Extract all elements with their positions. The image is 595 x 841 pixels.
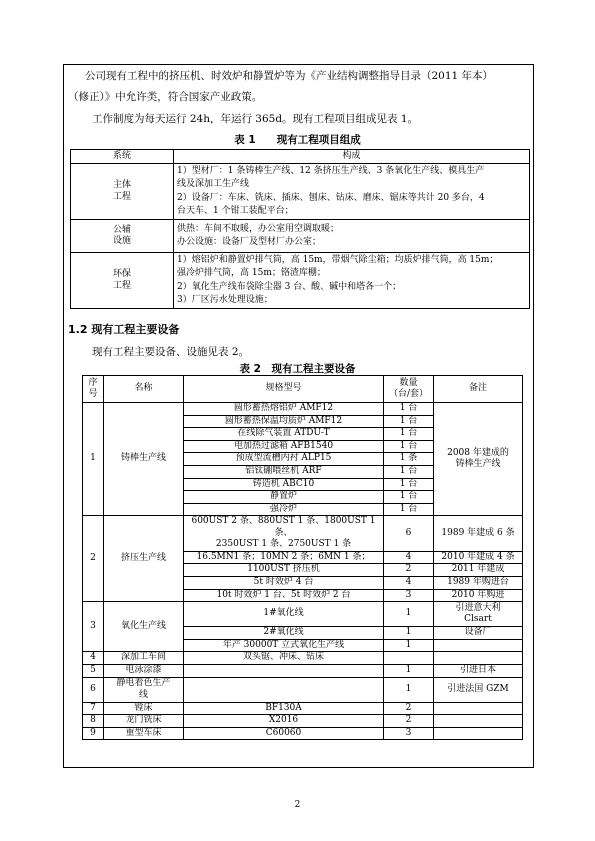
- table2-qty-cell: 3: [384, 589, 434, 602]
- table2-qty-cell: 1: [384, 665, 434, 678]
- table2-note-cell: 2011 年建成: [434, 564, 523, 577]
- table2-no-cell: 1: [83, 403, 104, 516]
- table2-note-cell: [434, 727, 523, 740]
- table2-qty-cell: 1: [384, 627, 434, 640]
- table2-model-cell: [184, 665, 384, 678]
- table-2-main-equipment: [82, 375, 523, 740]
- table2-no-cell: 4: [83, 652, 104, 665]
- table2-row: [83, 516, 523, 552]
- table2-model-cell: X2016: [184, 715, 384, 728]
- table2-qty-cell: 3: [384, 727, 434, 740]
- table1-system-cell: 环保 工程: [71, 253, 174, 309]
- table2-qty-cell: 1 台: [384, 428, 434, 441]
- table2-header-model: 规格型号: [184, 376, 384, 403]
- table2-name-cell: 挤压生产线: [104, 516, 184, 602]
- table1-header-system: 系统: [71, 150, 174, 164]
- table1-header-row: [71, 150, 530, 164]
- table2-name-cell: 深加工车间: [104, 652, 184, 665]
- table2-model-cell: 电加热过滤箱 AFB1540: [184, 440, 384, 453]
- table2-row: [83, 715, 523, 728]
- table2-model-cell: 预成型流槽内衬 ALP15: [184, 453, 384, 466]
- table2-model-cell: BF130A: [184, 702, 384, 715]
- table-1-project-composition: [70, 149, 530, 309]
- table2-header-name: 名称: [104, 376, 184, 403]
- table2-model-cell: 2#氧化线: [184, 627, 384, 640]
- table1-composition-cell: 1）熔铝炉和静置炉排气筒，高 15m，带烟气除尘箱；均质炉排气筒，高 15m； 强冷炉排气筒，高 15m；铬渣库棚； 2）氧化生产线布袋除尘器 3 台、酸、碱中和塔各一个； 3）厂区污水处理设施；: [174, 253, 530, 309]
- table1-header-composition: 构成: [174, 150, 530, 164]
- intro-paragraph-1-line-1: 公司现有工程中的挤压机、时效炉和静置炉等为《产业结构调整指导目录（2011 年本）: [85, 70, 494, 82]
- table2-row: [83, 652, 523, 665]
- table2-name-cell: 铸棒生产线: [104, 403, 184, 516]
- table2-row: [83, 403, 523, 416]
- table2-header-row: [83, 376, 523, 403]
- table2-model-cell: 强冷炉: [184, 503, 384, 516]
- table2-note-cell: [434, 715, 523, 728]
- table2-qty-cell: [384, 652, 434, 665]
- intro-paragraph-2: 工作制度为每天运行 24h，年运行 365d。现有工程项目组成见表 1。: [92, 113, 419, 125]
- table1-caption: 表 1 现有工程项目组成: [234, 134, 361, 146]
- table2-qty-cell: 1: [384, 677, 434, 702]
- table2-name-cell: 镗床: [104, 702, 184, 715]
- table2-qty-cell: 6: [384, 516, 434, 552]
- table1-row: [71, 253, 530, 309]
- table2-name-cell: 静电着色生产 线: [104, 677, 184, 702]
- table2-qty-cell: 1 台: [384, 503, 434, 516]
- intro-paragraph-1-line-2: （修正）》中允许类，符合国家产业政策。: [68, 91, 263, 103]
- table2-model-cell: 16.5MN1 条；10MN 2 条；6MN 1 条；: [184, 551, 384, 564]
- table2-header-qty: 数量 （台/套）: [384, 376, 434, 403]
- table2-note-cell: 1989 年购进台: [434, 577, 523, 590]
- table2-qty-cell: 2: [384, 564, 434, 577]
- table2-no-cell: 5: [83, 665, 104, 678]
- table2-note-cell: 1989 年建成 6 条: [434, 516, 523, 552]
- table2-model-cell: 铝钛硼喂丝机 ARF: [184, 465, 384, 478]
- table2-model-cell: 5t 时效炉 4 台: [184, 577, 384, 590]
- table2-qty-cell: 1 台: [384, 440, 434, 453]
- table2-qty-cell: 2: [384, 702, 434, 715]
- table2-note-cell: [434, 639, 523, 652]
- table2-qty-cell: 1: [384, 639, 434, 652]
- table2-note-cell: 设备厂: [434, 627, 523, 640]
- table2-name-cell: 重型车床: [104, 727, 184, 740]
- table2-model-cell: 600UST 2 条、880UST 1 条、1800UST 1 条、 2350UST 1 条、2750UST 1 条: [184, 516, 384, 552]
- table2-note-cell: 2008 年建成的 铸棒生产线: [434, 403, 523, 516]
- table2-model-cell: 10t 时效炉 1 台、5t 时效炉 2 台: [184, 589, 384, 602]
- section-heading: 1.2 现有工程主要设备: [68, 323, 180, 336]
- table2-qty-cell: 4: [384, 551, 434, 564]
- table2-note-cell: [434, 652, 523, 665]
- table2-model-cell: 静置炉: [184, 491, 384, 504]
- table2-row: [83, 727, 523, 740]
- table2-header-no: 序 号: [83, 376, 104, 403]
- table2-no-cell: 8: [83, 715, 104, 728]
- table2-model-cell: 铸造机 ABC10: [184, 478, 384, 491]
- table2-qty-cell: 1 台: [384, 403, 434, 416]
- table2-model-cell: [184, 677, 384, 702]
- table1-system-cell: 主体 工程: [71, 164, 174, 220]
- table2-qty-cell: 4: [384, 577, 434, 590]
- table2-note-cell: 2010 年建成 4 条: [434, 551, 523, 564]
- table2-no-cell: 2: [83, 516, 104, 602]
- table2-name-cell: 氧化生产线: [104, 602, 184, 652]
- table1-system-cell: 公辅 设施: [71, 220, 174, 253]
- table2-name-cell: 电泳涂漆: [104, 665, 184, 678]
- table2-model-cell: 1100UST 挤压机: [184, 564, 384, 577]
- table2-qty-cell: 2: [384, 715, 434, 728]
- table2-intro-paragraph: 现有工程主要设备、设施见表 2。: [92, 346, 250, 358]
- table1-composition-cell: 供热：车间不取暖，办公室用空调取暖； 办公设施：设备厂及型材厂办公室；: [174, 220, 530, 253]
- table2-no-cell: 6: [83, 677, 104, 702]
- table2-note-cell: 引进意大利 Clsart: [434, 602, 523, 627]
- table1-composition-cell: 1）型材厂：1 条铸棒生产线、12 条挤压生产线、3 条氧化生产线、模具生产 线及深加工生产线 2）设备厂：车床、铣床、插床、刨床、钻床、磨床、锯床等共计 20 多台，4 台天车、1 个钳工装配平台；: [174, 164, 530, 220]
- table2-model-cell: 1#氧化线: [184, 602, 384, 627]
- table2-model-cell: 圆形蓄热熔铝炉 AMF12: [184, 403, 384, 416]
- table2-model-cell: 在线除气装置 ATDU-T: [184, 428, 384, 441]
- table2-note-cell: 引进日本: [434, 665, 523, 678]
- table2-no-cell: 9: [83, 727, 104, 740]
- table2-no-cell: 7: [83, 702, 104, 715]
- table2-row: [83, 677, 523, 702]
- table2-model-cell: 圆形蓄热保温均质炉 AMF12: [184, 415, 384, 428]
- table2-row: [83, 702, 523, 715]
- table2-qty-cell: 1 台: [384, 415, 434, 428]
- table2-row: [83, 602, 523, 627]
- table2-row: [83, 665, 523, 678]
- table1-row: [71, 164, 530, 220]
- table2-caption: 表 2 现有工程主要设备: [239, 363, 356, 375]
- table2-qty-cell: 1 条: [384, 453, 434, 466]
- table2-note-cell: 引进法国 GZM: [434, 677, 523, 702]
- table2-model-cell: 年产 30000T 立式氧化生产线: [184, 639, 384, 652]
- table2-header-note: 备注: [434, 376, 523, 403]
- table1-row: [71, 220, 530, 253]
- table2-name-cell: 龙门铣床: [104, 715, 184, 728]
- table2-qty-cell: 1 台: [384, 478, 434, 491]
- table2-qty-cell: 1 台: [384, 465, 434, 478]
- table2-model-cell: 双头锯、冲床、钻床: [184, 652, 384, 665]
- page-number: 2: [294, 800, 301, 810]
- table2-note-cell: [434, 702, 523, 715]
- table2-qty-cell: 1: [384, 602, 434, 627]
- table2-note-cell: 2010 年购进: [434, 589, 523, 602]
- table2-no-cell: 3: [83, 602, 104, 652]
- table2-qty-cell: 1 台: [384, 491, 434, 504]
- table2-model-cell: C60060: [184, 727, 384, 740]
